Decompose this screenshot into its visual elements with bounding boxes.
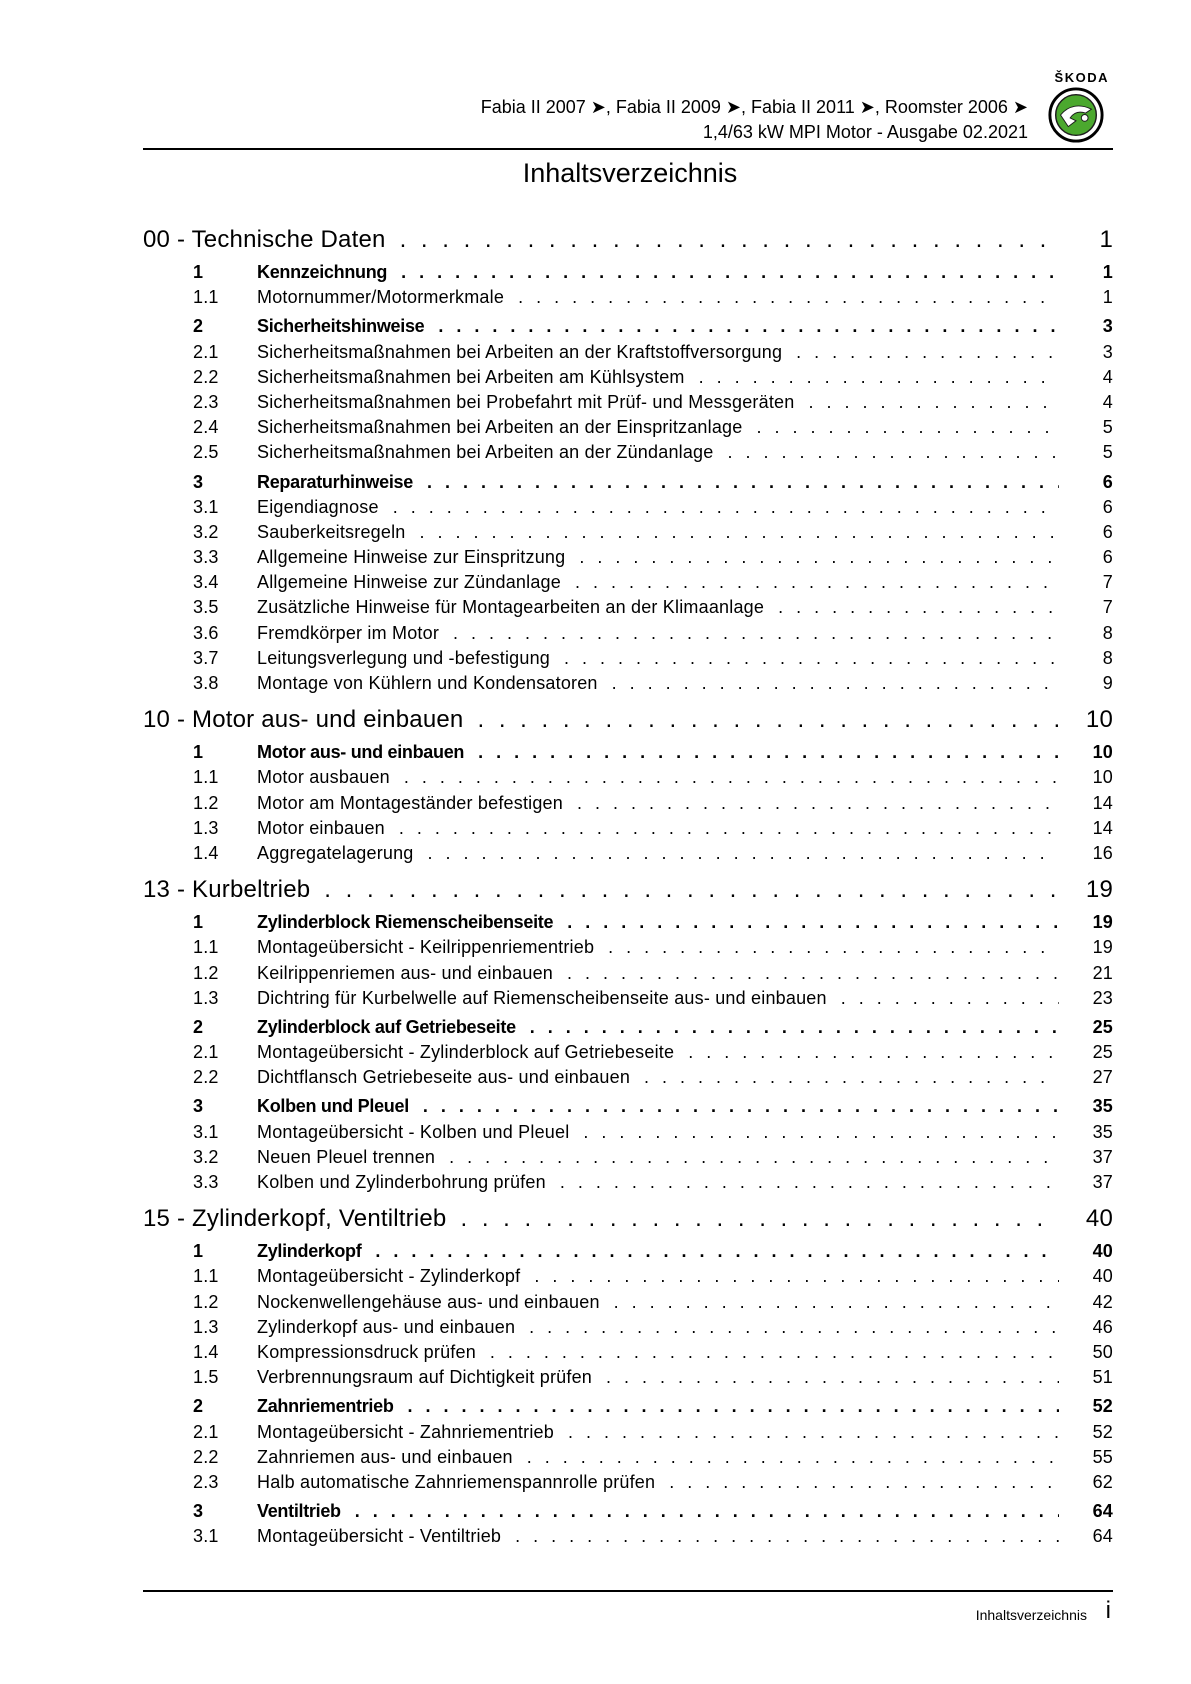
toc-page-number: 52	[1092, 1421, 1113, 1442]
toc-entry-title: Motornummer/Motormerkmale	[257, 287, 505, 308]
toc-entry-number: 1.2	[193, 962, 219, 983]
toc-page-number: 10	[1092, 742, 1113, 763]
toc-entry-number: 3.2	[193, 521, 219, 542]
dot-leader	[575, 572, 1059, 593]
toc-page-number: 6	[1102, 471, 1113, 492]
toc-entry[interactable]	[143, 1147, 1113, 1172]
dot-leader	[796, 342, 1059, 363]
toc-entry[interactable]	[143, 937, 1113, 962]
toc-entry-number: 3	[193, 1096, 204, 1117]
toc-page-number: 55	[1092, 1446, 1113, 1467]
toc-entry-title: Zahnriementrieb	[257, 1396, 394, 1417]
toc-entry-title: Sicherheitsmaßnahmen bei Probefahrt mit Prüf- und Messgeräten	[257, 391, 795, 412]
toc-section[interactable]	[143, 1501, 1113, 1526]
toc-entry-title: 10 - Motor aus- und einbauen	[143, 706, 464, 734]
toc-entry-title: Montage von Kühlern und Kondensatoren	[257, 673, 598, 693]
toc-entry-title: Keilrippenriemen aus- und einbauen	[257, 962, 553, 983]
toc-section[interactable]	[143, 1241, 1113, 1266]
toc-page-number: 64	[1092, 1501, 1113, 1522]
dot-leader	[644, 1067, 1059, 1088]
dot-leader	[423, 1096, 1059, 1117]
toc-entry-title: Motor einbauen	[257, 817, 385, 838]
toc-entry[interactable]	[143, 963, 1113, 988]
toc-entry-number: 3	[193, 471, 204, 492]
toc-entry-title: 13 - Kurbeltrieb	[143, 876, 311, 904]
toc-entry-number: 1	[193, 262, 204, 282]
toc-page-number: 40	[1092, 1266, 1113, 1287]
toc-section[interactable]	[143, 1396, 1113, 1421]
toc-entry-title: Fremdkörper im Motor	[257, 622, 440, 643]
toc-section[interactable]	[143, 1096, 1113, 1121]
toc-page-number: 51	[1092, 1367, 1113, 1388]
toc-entry[interactable]	[143, 648, 1113, 673]
toc-entry[interactable]	[143, 988, 1113, 1013]
toc-page-number: 10	[1085, 706, 1113, 734]
toc-entry-title: Allgemeine Hinweise zur Einspritzung	[257, 547, 566, 568]
toc-entry-title: Sauberkeitsregeln	[257, 521, 406, 542]
toc-entry-title: Dichtring für Kurbelwelle auf Riemenscheibenseite aus- und einbauen	[257, 987, 827, 1008]
dot-leader	[841, 988, 1059, 1009]
dot-leader	[778, 597, 1059, 618]
toc-entry-number: 3.6	[193, 622, 219, 643]
toc-entry-title: Zylinderkopf aus- und einbauen	[257, 1316, 516, 1337]
toc-page-number: 37	[1092, 1146, 1113, 1167]
dot-leader	[375, 1241, 1059, 1262]
toc-page-number: 1	[1102, 287, 1113, 308]
toc-entry-title: Zylinderkopf	[257, 1241, 362, 1262]
toc-section[interactable]	[143, 472, 1113, 497]
toc-entry-number: 1.3	[193, 987, 219, 1008]
dot-leader	[669, 1472, 1059, 1493]
toc-entry[interactable]	[143, 442, 1113, 467]
dot-leader	[568, 1422, 1059, 1443]
dot-leader	[393, 497, 1059, 518]
toc-entry-title: Zusätzliche Hinweise für Montagearbeiten an der Klimaanlage	[257, 597, 765, 618]
dot-leader	[534, 1266, 1059, 1287]
toc-entry-number: 3.3	[193, 1172, 219, 1192]
dot-leader	[560, 1172, 1059, 1193]
toc-entry-number: 1.3	[193, 817, 219, 838]
toc-entry-number: 1	[193, 742, 204, 763]
toc-page-number: 7	[1102, 572, 1113, 593]
toc-entry-number: 2	[193, 1016, 204, 1037]
toc-entry-number: 3.1	[193, 1526, 219, 1547]
toc-page-number: 6	[1102, 496, 1113, 517]
toc-entry-number: 1.5	[193, 1367, 219, 1388]
toc-entry[interactable]	[143, 547, 1113, 572]
toc-page-number: 7	[1102, 597, 1113, 618]
toc-entry-title: Neuen Pleuel trennen	[257, 1146, 436, 1167]
toc-entry-title: Kennzeichnung	[257, 262, 388, 282]
dot-leader	[355, 1501, 1059, 1522]
dot-leader	[608, 937, 1059, 958]
dot-leader	[612, 673, 1059, 694]
toc-entry-title: Sicherheitsmaßnahmen bei Arbeiten an der Zündanlage	[257, 442, 714, 463]
toc-entry[interactable]	[143, 1342, 1113, 1367]
dot-leader	[438, 316, 1059, 337]
toc-entry-number: 1.2	[193, 792, 219, 813]
footer-label: Inhaltsverzeichnis	[975, 1607, 1087, 1623]
toc-entry-number: 3.1	[193, 496, 219, 517]
table-of-contents	[143, 226, 1113, 1551]
toc-page-number: 35	[1092, 1121, 1113, 1142]
toc-entry-number: 1.1	[193, 937, 219, 958]
toc-page-number: 14	[1092, 792, 1113, 813]
toc-entry-title: Eigendiagnose	[257, 496, 379, 517]
dot-leader	[527, 1447, 1059, 1468]
toc-chapter[interactable]	[143, 706, 1113, 738]
toc-entry-title: Zylinderblock Riemenscheibenseite	[257, 912, 554, 933]
toc-entry-title: Leitungsverlegung und -befestigung	[257, 647, 551, 668]
toc-entry-number: 2.2	[193, 1446, 219, 1467]
page-footer	[143, 1590, 1113, 1624]
toc-page-number: 50	[1092, 1341, 1113, 1362]
dot-leader	[567, 912, 1059, 933]
toc-page-number: 19	[1092, 912, 1113, 933]
toc-entry-number: 2.1	[193, 1421, 219, 1442]
toc-entry-title: Allgemeine Hinweise zur Zündanlage	[257, 572, 561, 593]
dot-leader	[453, 623, 1059, 644]
toc-entry-title: Montageübersicht - Zylinderblock auf Getriebeseite	[257, 1042, 675, 1063]
toc-entry[interactable]	[143, 843, 1113, 868]
toc-page-number: 5	[1102, 442, 1113, 463]
toc-entry-title: Aggregatelagerung	[257, 842, 414, 863]
toc-entry[interactable]	[143, 767, 1113, 792]
toc-page-number: 10	[1092, 767, 1113, 788]
toc-entry-number: 1.1	[193, 287, 219, 308]
toc-entry-number: 2.1	[193, 341, 219, 362]
page-title: Inhaltsverzeichnis	[522, 158, 738, 188]
page-header	[143, 70, 1113, 150]
toc-entry[interactable]	[143, 572, 1113, 597]
toc-entry-number: 2.1	[193, 1042, 219, 1063]
toc-entry-title: Ventiltrieb	[257, 1501, 341, 1522]
dot-leader	[699, 367, 1059, 388]
footer-page-number: i	[1105, 1597, 1111, 1624]
toc-page-number: 52	[1092, 1396, 1113, 1417]
toc-page-number: 3	[1102, 316, 1113, 337]
toc-entry[interactable]	[143, 1172, 1113, 1197]
toc-entry-title: Sicherheitsmaßnahmen bei Arbeiten am Kühlsystem	[257, 366, 685, 387]
toc-entry-title: Motor ausbauen	[257, 767, 390, 788]
toc-page-number: 25	[1092, 1016, 1113, 1037]
toc-page-number: 6	[1102, 521, 1113, 542]
dot-leader	[614, 1292, 1059, 1313]
toc-entry-title: Sicherheitsmaßnahmen bei Arbeiten an der Einspritzanlage	[257, 417, 743, 438]
toc-entry[interactable]	[143, 287, 1113, 312]
toc-entry-title: Montageübersicht - Kolben und Pleuel	[257, 1121, 570, 1142]
skoda-logo-icon	[1047, 86, 1105, 144]
toc-entry-number: 3.2	[193, 1146, 219, 1167]
toc-entry-number: 3.5	[193, 597, 219, 618]
toc-entry-number: 1.4	[193, 842, 219, 863]
toc-entry[interactable]	[143, 1367, 1113, 1392]
dot-leader	[427, 472, 1059, 493]
toc-entry-title: Nockenwellengehäuse aus- und einbauen	[257, 1291, 600, 1312]
dot-leader	[606, 1367, 1059, 1388]
toc-page-number: 37	[1092, 1172, 1113, 1192]
toc-entry-title: Motor aus- und einbauen	[257, 742, 465, 763]
toc-entry-title: 00 - Technische Daten	[143, 226, 386, 253]
toc-entry-number: 3.8	[193, 673, 219, 693]
dot-leader	[567, 963, 1059, 984]
toc-entry[interactable]	[143, 1067, 1113, 1092]
toc-entry-number: 1.3	[193, 1316, 219, 1337]
toc-entry-title: Motor am Montageständer befestigen	[257, 792, 563, 813]
dot-leader	[490, 1342, 1059, 1363]
toc-entry-number: 2.2	[193, 1067, 219, 1088]
toc-entry[interactable]	[143, 818, 1113, 843]
toc-entry-number: 2.3	[193, 391, 219, 412]
toc-entry-title: Dichtflansch Getriebeseite aus- und einbauen	[257, 1067, 631, 1088]
dot-leader	[583, 1122, 1059, 1143]
toc-entry[interactable]	[143, 1526, 1113, 1551]
toc-entry-number: 2.4	[193, 417, 219, 438]
dot-leader	[404, 767, 1059, 788]
toc-page-number: 62	[1092, 1471, 1113, 1492]
toc-section[interactable]	[143, 262, 1113, 287]
toc-section[interactable]	[143, 912, 1113, 937]
toc-page-number: 46	[1092, 1316, 1113, 1337]
header-engine: 1,4/63 kW MPI Motor - Ausgabe 02.2021	[702, 122, 1028, 142]
toc-entry[interactable]	[143, 392, 1113, 417]
toc-entry-title: Verbrennungsraum auf Dichtigkeit prüfen	[257, 1367, 592, 1388]
toc-page-number: 64	[1092, 1526, 1113, 1547]
toc-entry[interactable]	[143, 1292, 1113, 1317]
dot-leader	[324, 876, 1059, 904]
toc-page-number: 4	[1102, 391, 1113, 412]
dot-leader	[477, 706, 1059, 734]
dot-leader	[518, 287, 1059, 308]
toc-page-number: 16	[1092, 842, 1113, 863]
toc-entry-number: 1	[193, 1241, 204, 1262]
toc-entry-number: 2	[193, 316, 204, 337]
toc-entry-number: 2.3	[193, 1471, 219, 1492]
toc-page-number: 23	[1092, 987, 1113, 1008]
dot-leader	[727, 442, 1059, 463]
toc-page-number: 21	[1092, 962, 1113, 983]
toc-page-number: 1	[1099, 226, 1113, 253]
dot-leader	[428, 843, 1059, 864]
toc-entry-title: Sicherheitsmaßnahmen bei Arbeiten an der Kraftstoffversorgung	[257, 341, 783, 362]
toc-entry[interactable]	[143, 673, 1113, 698]
toc-entry[interactable]	[143, 497, 1113, 522]
toc-entry[interactable]	[143, 623, 1113, 648]
toc-entry-number: 3.1	[193, 1121, 219, 1142]
dot-leader	[408, 1396, 1059, 1417]
toc-chapter[interactable]	[143, 1205, 1113, 1237]
toc-entry-number: 1.1	[193, 1266, 219, 1287]
toc-entry-title: Halb automatische Zahnriemenspannrolle prüfen	[257, 1471, 656, 1492]
toc-entry-title: Montageübersicht - Ventiltrieb	[257, 1526, 502, 1547]
dot-leader	[399, 818, 1059, 839]
dot-leader	[401, 262, 1059, 283]
dot-leader	[515, 1526, 1059, 1547]
toc-entry-number: 1.4	[193, 1341, 219, 1362]
toc-entry-number: 3.7	[193, 647, 219, 668]
toc-entry-number: 1	[193, 912, 204, 933]
toc-entry[interactable]	[143, 1317, 1113, 1342]
dot-leader	[808, 392, 1059, 413]
toc-entry-title: Sicherheitshinweise	[257, 316, 425, 337]
dot-leader	[577, 793, 1059, 814]
dot-leader	[530, 1017, 1059, 1038]
toc-entry-number: 3	[193, 1501, 204, 1522]
toc-entry[interactable]	[143, 1042, 1113, 1067]
toc-entry[interactable]	[143, 1122, 1113, 1147]
toc-page-number: 19	[1092, 937, 1113, 958]
toc-entry-number: 2.5	[193, 442, 219, 463]
toc-entry-title: Reparaturhinweise	[257, 471, 413, 492]
dot-leader	[564, 648, 1059, 669]
toc-entry[interactable]	[143, 417, 1113, 442]
toc-page-number: 19	[1085, 876, 1113, 904]
toc-section[interactable]	[143, 1017, 1113, 1042]
toc-page-number: 9	[1102, 673, 1113, 693]
toc-entry-number: 3.3	[193, 547, 219, 568]
toc-section[interactable]	[143, 742, 1113, 767]
toc-page-number: 35	[1092, 1096, 1113, 1117]
toc-entry-title: Montageübersicht - Zahnriementrieb	[257, 1421, 554, 1442]
dot-leader	[420, 522, 1060, 543]
toc-entry-title: Montageübersicht - Zylinderkopf	[257, 1266, 521, 1287]
dot-leader	[478, 742, 1059, 763]
toc-entry[interactable]	[143, 1422, 1113, 1447]
toc-chapter[interactable]	[143, 876, 1113, 908]
toc-section[interactable]	[143, 316, 1113, 341]
toc-entry[interactable]	[143, 367, 1113, 392]
toc-entry-title: 15 - Zylinderkopf, Ventiltrieb	[143, 1205, 447, 1233]
dot-leader	[756, 417, 1059, 438]
dot-leader	[400, 226, 1059, 254]
header-models: Fabia II 2007 ➤, Fabia II 2009 ➤, Fabia II 2011 ➤, Roomster 2006 ➤	[480, 97, 1028, 117]
toc-entry-title: Kolben und Zylinderbohrung prüfen	[257, 1172, 546, 1192]
toc-chapter[interactable]	[143, 226, 1113, 258]
toc-page-number: 40	[1092, 1241, 1113, 1262]
toc-entry-number: 1.1	[193, 767, 219, 788]
toc-page-number: 1	[1102, 262, 1113, 282]
toc-page-number: 6	[1102, 547, 1113, 568]
toc-page-number: 40	[1085, 1205, 1113, 1233]
toc-entry[interactable]	[143, 793, 1113, 818]
dot-leader	[529, 1317, 1059, 1338]
toc-entry-number: 2.2	[193, 366, 219, 387]
toc-page-number: 5	[1102, 417, 1113, 438]
toc-entry[interactable]	[143, 1472, 1113, 1497]
toc-page-number: 27	[1092, 1067, 1113, 1088]
toc-entry-title: Kolben und Pleuel	[257, 1096, 409, 1117]
toc-page-number: 25	[1092, 1042, 1113, 1063]
toc-entry[interactable]	[143, 522, 1113, 547]
dot-leader	[688, 1042, 1059, 1063]
toc-entry-number: 2	[193, 1396, 204, 1417]
toc-page-number: 42	[1092, 1291, 1113, 1312]
toc-entry[interactable]	[143, 342, 1113, 367]
toc-entry-title: Zylinderblock auf Getriebeseite	[257, 1016, 516, 1037]
toc-entry[interactable]	[143, 1447, 1113, 1472]
dot-leader	[460, 1205, 1059, 1233]
toc-entry-title: Zahnriemen aus- und einbauen	[257, 1446, 513, 1467]
toc-page-number: 8	[1102, 647, 1113, 668]
toc-entry-title: Montageübersicht - Keilrippenriementrieb	[257, 937, 595, 958]
toc-entry-number: 3.4	[193, 572, 219, 593]
toc-entry[interactable]	[143, 597, 1113, 622]
toc-page-number: 8	[1102, 622, 1113, 643]
toc-entry[interactable]	[143, 1266, 1113, 1291]
toc-page-number: 4	[1102, 366, 1113, 387]
toc-entry-title: Kompressionsdruck prüfen	[257, 1341, 476, 1362]
toc-entry-number: 1.2	[193, 1291, 219, 1312]
toc-page-number: 14	[1092, 817, 1113, 838]
dot-leader	[579, 547, 1059, 568]
toc-page-number: 3	[1102, 341, 1113, 362]
brand-wordmark: ŠKODA	[1054, 70, 1109, 85]
dot-leader	[449, 1147, 1059, 1168]
